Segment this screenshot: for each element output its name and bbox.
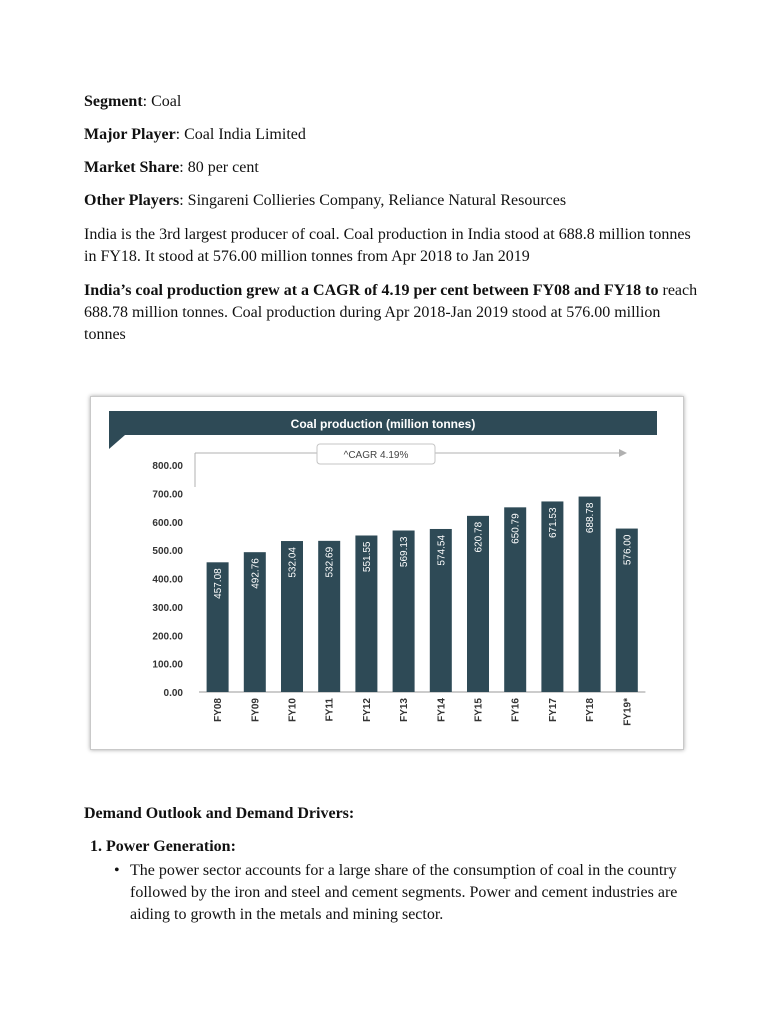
x-tick-label: FY13 — [399, 698, 411, 722]
cagr-rest: reach 688.78 million tonnes. Coal production during Apr 2018-Jan 2019 stood at 576.00 million tonnes — [84, 282, 698, 343]
bar-value-label: 532.69 — [324, 546, 336, 578]
bar-value-label: 492.76 — [250, 558, 262, 589]
x-tick-label: FY11 — [324, 698, 336, 722]
intro-paragraph: India is the 3rd largest producer of coal. Coal production in India stood at 688.8 million tonnes in FY18. It stood at 576.00 million tonnes from Apr 2018 to Jan 2019 — [84, 226, 691, 265]
other-players-line — [84, 190, 566, 212]
x-tick-label: FY12 — [361, 698, 373, 722]
market-share-value: : 80 per cent — [179, 159, 259, 176]
cagr-arrowhead — [619, 449, 627, 457]
coal-production-chart — [90, 396, 684, 750]
bar-value-label: 457.08 — [213, 568, 225, 599]
y-tick-label: 800.00 — [152, 461, 183, 472]
x-tick-label: FY16 — [510, 698, 522, 722]
bullet-dot: • — [114, 862, 120, 879]
major-player-value: : Coal India Limited — [175, 126, 306, 143]
y-tick-label: 200.00 — [152, 631, 183, 643]
bar-value-label: 576.00 — [622, 534, 634, 566]
bar-value-label: 532.04 — [287, 547, 299, 578]
major-player-line — [84, 124, 306, 146]
item-number: 1. — [90, 838, 102, 855]
bullet-text: The power sector accounts for a large share of the consumption of coal in the country followed by the iron and steel and cement segments. Power and cement industries are aiding to growth in the metals and mining sector. — [130, 862, 678, 923]
bar-value-label: 650.79 — [510, 513, 522, 544]
y-tick-label: 0.00 — [163, 688, 183, 699]
chart-title-band-tab — [109, 435, 125, 449]
chart-svg — [91, 397, 683, 749]
x-tick-label: FY19* — [622, 698, 634, 726]
x-tick-label: FY18 — [585, 698, 597, 722]
segment-label: Segment — [84, 93, 143, 110]
bar-value-label: 569.13 — [399, 536, 411, 568]
x-tick-label: FY08 — [213, 698, 225, 722]
other-players-value: : Singareni Collieries Company, Reliance Natural Resources — [179, 192, 567, 209]
chart-title: Coal production (million tonnes) — [290, 417, 476, 431]
bar-value-label: 551.55 — [361, 541, 373, 573]
market-share-line — [84, 157, 259, 179]
item-title: Power Generation: — [106, 838, 236, 855]
cagr-paragraph — [84, 280, 704, 346]
x-tick-label: FY17 — [547, 698, 559, 722]
y-tick-label: 700.00 — [152, 489, 183, 501]
x-tick-label: FY10 — [287, 698, 299, 722]
market-share-label: Market Share — [84, 159, 180, 176]
y-tick-label: 500.00 — [152, 546, 183, 558]
cagr-lead: India’s coal production grew at a CAGR of 4.19 per cent between FY08 and FY18 to — [84, 282, 659, 299]
x-tick-label: FY15 — [473, 698, 485, 722]
bar-value-label: 574.54 — [436, 534, 448, 566]
x-tick-label: FY14 — [436, 698, 448, 722]
y-tick-label: 600.00 — [152, 517, 183, 529]
bar-value-label: 671.53 — [547, 507, 559, 539]
y-tick-label: 300.00 — [152, 602, 183, 614]
power-generation-heading — [90, 836, 236, 858]
bar-value-label: 688.78 — [585, 502, 597, 534]
x-tick-label: FY09 — [250, 698, 262, 722]
segment-value: : Coal — [142, 93, 182, 110]
demand-heading: Demand Outlook and Demand Drivers: — [84, 805, 355, 822]
y-tick-label: 400.00 — [152, 574, 183, 586]
segment-line — [84, 91, 181, 113]
cagr-annotation: ^CAGR 4.19% — [343, 450, 409, 461]
y-tick-label: 100.00 — [152, 659, 183, 671]
major-player-label: Major Player — [84, 126, 176, 143]
bar-value-label: 620.78 — [473, 521, 485, 553]
other-players-label: Other Players — [84, 192, 180, 209]
